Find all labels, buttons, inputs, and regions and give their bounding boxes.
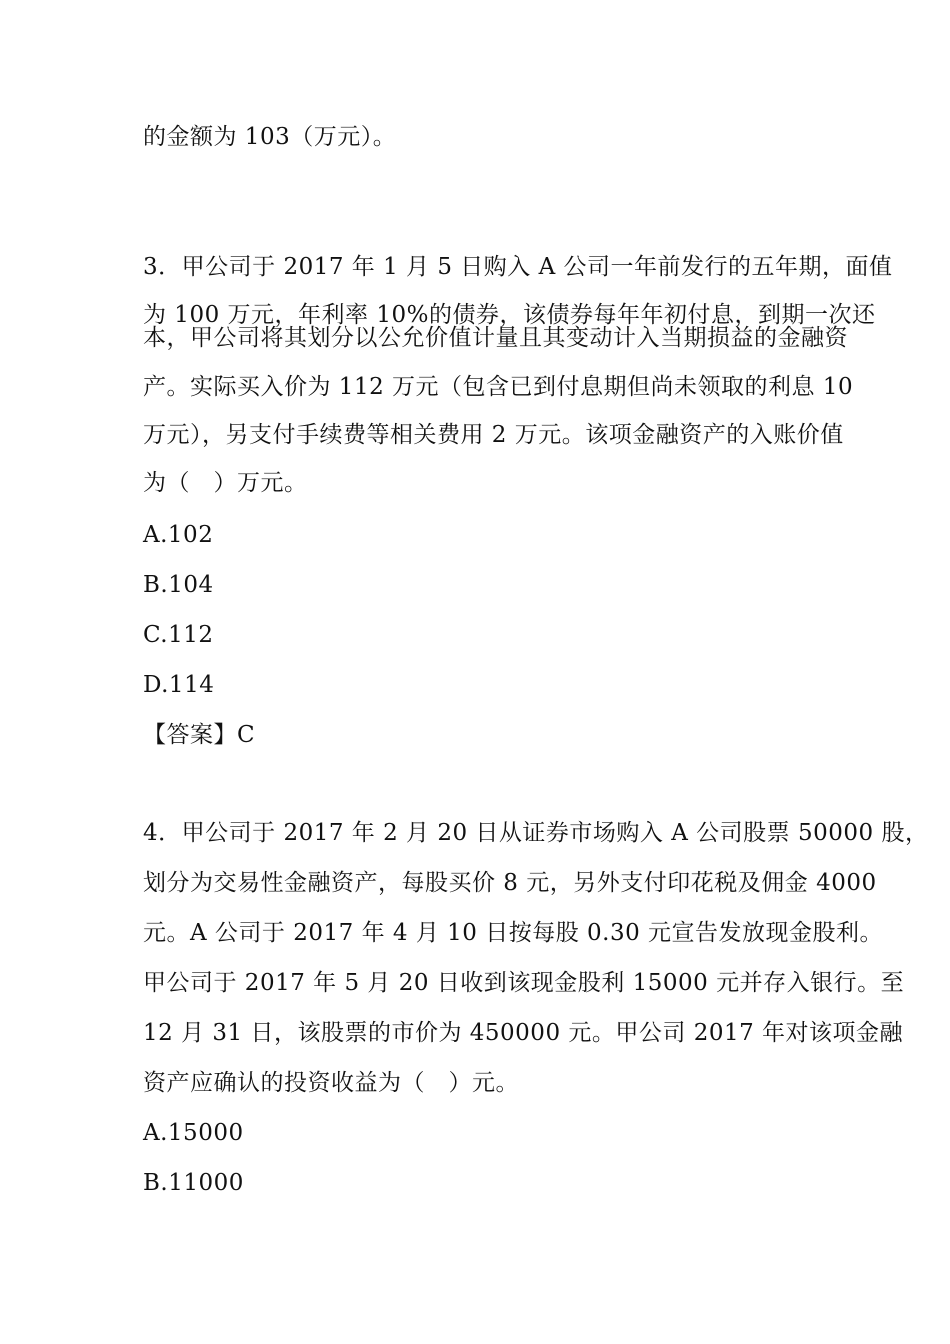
- q3-line-4: 产。实际买入价为 112 万元（包含已到付息期但尚未领取的利息 10: [143, 374, 854, 400]
- q3-option-d: D.114: [143, 672, 215, 698]
- q3-option-a: A.102: [143, 522, 214, 548]
- q3-line-6: 为（ ）万元。: [143, 470, 308, 496]
- q4-line-6: 资产应确认的投资收益为（ ）元。: [143, 1070, 519, 1096]
- q4-line-4: 甲公司于 2017 年 5 月 20 日收到该现金股利 15000 元并存入银行。至: [143, 970, 905, 996]
- q4-line-5: 12 月 31 日，该股票的市价为 450000 元。甲公司 2017 年对该项金融: [143, 1020, 904, 1046]
- q3-line-2: 为 100 万元，年利率 10%的债券，该债券每年年初付息，到期一次还: [143, 302, 876, 328]
- q4-line-2: 划分为交易性金融资产，每股买价 8 元，另外支付印花税及佣金 4000: [143, 870, 877, 896]
- q3-option-c: C.112: [143, 622, 214, 648]
- q4-option-b: B.11000: [143, 1170, 244, 1196]
- q3-option-b: B.104: [143, 572, 214, 598]
- q3-line-3: 本，甲公司将其划分以公允价值计量且其变动计入当期损益的金融资: [143, 325, 848, 351]
- q3-line-1: 3．甲公司于 2017 年 1 月 5 日购入 A 公司一年前发行的五年期，面值: [143, 254, 893, 280]
- intro-tail-line: 的金额为 103（万元）。: [143, 124, 397, 150]
- q4-option-a: A.15000: [143, 1120, 244, 1146]
- q3-line-5: 万元），另支付手续费等相关费用 2 万元。该项金融资产的入账价值: [143, 422, 844, 448]
- q3-answer: 【答案】C: [143, 722, 256, 748]
- q4-line-1: 4．甲公司于 2017 年 2 月 20 日从证券市场购入 A 公司股票 50000 股，: [143, 820, 929, 846]
- q4-line-3: 元。A 公司于 2017 年 4 月 10 日按每股 0.30 元宣告发放现金股利。: [143, 920, 884, 946]
